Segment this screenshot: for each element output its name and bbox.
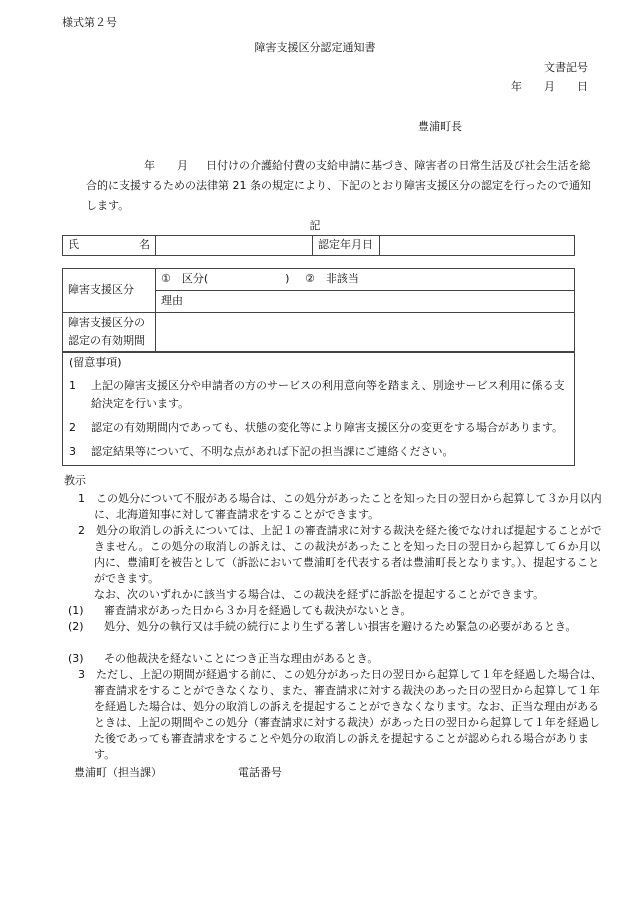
validity-label-line-1: 障害支援区分の <box>68 316 145 329</box>
footer-office: 豊浦町（担当課） <box>74 766 162 779</box>
kyoji-section-1: 1 この処分について不服がある場合は、この処分があったことを知った日の翌日から起算して３か月以内に、北海道知事に対して審査請求をすることができます。 <box>78 492 602 521</box>
issue-date <box>511 80 588 95</box>
kyoji-sub-item-2 <box>68 619 588 635</box>
kyoji-sub-item-1 <box>68 603 588 619</box>
kyoji-sub-item-3 <box>68 651 588 667</box>
document-title: 障害支援区分認定通知書 <box>254 41 376 54</box>
kyoji-section-2-note: なお、次のいずれかに該当する場合は、この裁決を経ずに訴訟を提起することができます。 <box>94 588 545 601</box>
category-options <box>156 269 575 291</box>
document-number-label: 文書記号 <box>544 61 588 74</box>
sub-item-text: 処分、処分の執行又は手続の続行により生ずる著しい損害を避けるため緊急の必要があるとき。 <box>104 620 577 633</box>
date-month-label: 月 <box>544 80 555 93</box>
name-value-cell <box>156 236 313 256</box>
sub-item-label: (2) <box>68 620 84 633</box>
note-item <box>69 377 568 413</box>
kyoji-section-3: 3 ただし、上記の期間が経過する前に、この処分があった日の翌日から起算して１年を経過した場合は、審査請求をすることができなくなり、また、審査請求に対する裁決のあった日の翌日から起算して１年を経過した場合は、処分の取消しの訴えを提起することができなくなります。なお、正当な理由があるときは、上記の期間やこの処分（審査請求に対する裁決）があった日の翌日から起算して１年を経過した後であっても審査請求をすることや処分の取消しの訴えを提起することが認められる場合があります。 <box>78 668 602 761</box>
notes-box <box>62 352 575 466</box>
notes-cell <box>63 353 575 466</box>
intro-month-label: 月 <box>177 159 188 172</box>
intro-year-label: 年 <box>144 159 155 172</box>
category-option-1: ① 区分( ) <box>161 272 290 286</box>
note-item <box>69 443 568 461</box>
sub-item-label: (3) <box>68 652 84 665</box>
note-number: 1 <box>69 378 76 392</box>
name-label-cell <box>63 236 156 256</box>
validity-label-cell <box>63 313 156 352</box>
intro-paragraph <box>86 156 591 216</box>
note-item <box>69 419 568 437</box>
sub-item-label: (1) <box>68 604 84 617</box>
name-label-char-2: 名 <box>139 238 150 252</box>
cert-date-label: 認定年月日 <box>313 236 380 256</box>
date-day-label: 日 <box>577 80 588 93</box>
note-number: 2 <box>69 420 76 434</box>
sub-item-text: 審査請求があった日から３か月を経過しても裁決がないとき。 <box>104 604 412 617</box>
kyoji-section-2: 2 処分の取消しの訴えについては、上記１の審査請求に対する裁決を経た後でなければ提起することができません。この処分の取消しの訴えは、この裁決があったことを知った日の翌日から起算して６か月以内に、豊浦町を被告として（訴訟において豊浦町を代表する者は豊浦町長となります。）、提起することができます。 <box>78 524 602 585</box>
sub-item-body <box>68 619 588 635</box>
notes-header: (留意事項) <box>69 356 122 369</box>
category-label: 障害支援区分 <box>63 269 156 313</box>
sub-item-text: その他裁決を経ないことにつき正当な理由があるとき。 <box>104 652 379 665</box>
note-text: 認定の有効期間内であっても、状態の変化等により障害支援区分の変更をする場合があります。 <box>91 420 564 434</box>
reason-cell: 理由 <box>156 291 575 313</box>
intro-text: 日付けの介護給付費の支給申請に基づき、障害者の日常生活及び社会生活を総合的に支援するための法律第 21 条の規定により、下記のとおり障害支援区分の認定を行ったので通知します。 <box>86 159 591 212</box>
category-option-2: ② 非該当 <box>304 272 359 286</box>
ki-label: 記 <box>309 219 321 232</box>
name-label-char-1: 氏 <box>68 238 79 252</box>
kyoji-label: 教示 <box>64 474 86 487</box>
note-text: 上記の障害支援区分や申請者の方のサービスの利用意向等を踏まえ、別途サービス利用に係る支給決定を行います。 <box>91 378 565 410</box>
validity-value-cell <box>156 313 575 352</box>
note-text: 認定結果等について、不明な点があれば下記の担当課にご連絡ください。 <box>91 444 454 458</box>
validity-label-line-2: 認定の有効期間 <box>68 334 145 347</box>
note-number: 3 <box>69 444 76 458</box>
date-year-label: 年 <box>511 80 522 93</box>
cert-date-value <box>380 236 575 256</box>
issuer-name: 豊浦町長 <box>418 120 462 133</box>
applicant-table <box>62 235 575 256</box>
intro-date <box>86 156 206 176</box>
category-table <box>62 268 575 352</box>
form-number: 様式第２号 <box>62 16 117 29</box>
footer-phone-label: 電話番号 <box>238 766 282 779</box>
